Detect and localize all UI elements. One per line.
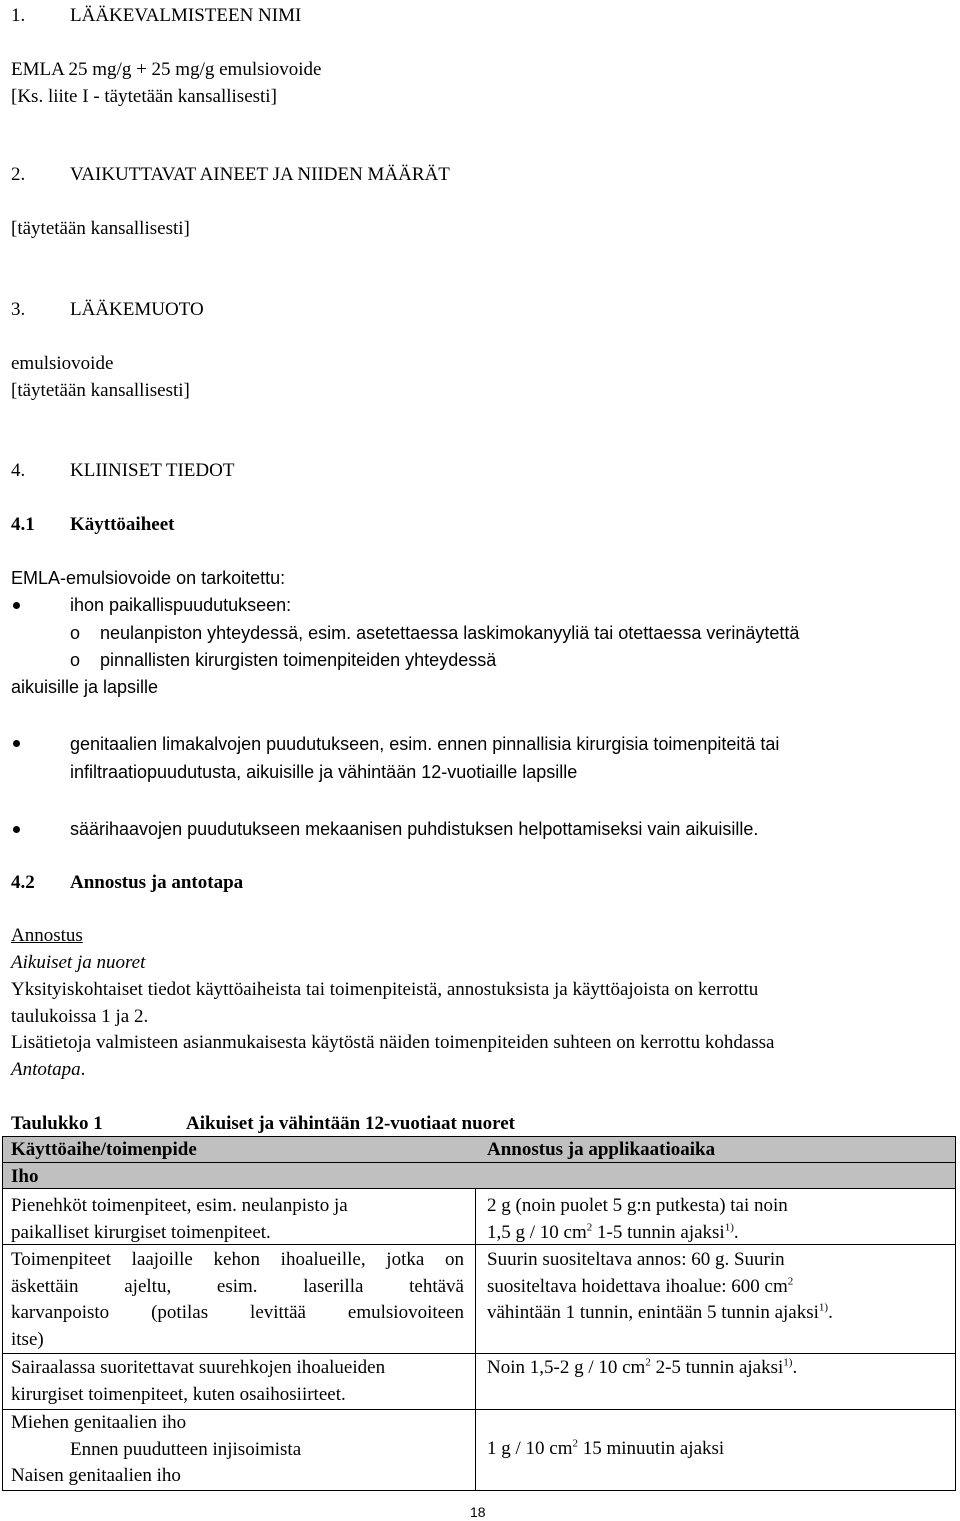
dose-text: 15 minuutin ajaksi xyxy=(578,1438,725,1459)
bullet-icon xyxy=(13,602,20,609)
indication-skin: ihon paikallispuudutukseen: xyxy=(70,595,292,615)
posology-para-1-line2: taulukoissa 1 ja 2. xyxy=(11,1006,149,1027)
indication-population: aikuisille ja lapsille xyxy=(11,677,159,697)
cell-line: karvanpoisto (potilas levittää emulsiovoiteen xyxy=(11,1302,464,1323)
cell-line: Ennen puudutteen injisoimista xyxy=(70,1438,302,1460)
section-title: KLIINISET TIEDOT xyxy=(70,460,235,481)
bullet-icon xyxy=(13,740,20,747)
section-number: 4.1 xyxy=(11,514,35,535)
footnote-ref: 1) xyxy=(818,1301,829,1314)
footnote-ref: 1) xyxy=(724,1221,734,1234)
row-divider xyxy=(2,1353,956,1354)
table-label: Taulukko 1 xyxy=(11,1113,103,1134)
cell-line: paikalliset kirurgiset toimenpiteet. xyxy=(11,1221,271,1243)
section-number: 2. xyxy=(11,164,26,185)
dose-text: 1 g / 10 cm xyxy=(487,1438,573,1459)
cell-line xyxy=(487,1300,833,1327)
circle-bullet-icon: o xyxy=(70,650,81,670)
superscript: 2 xyxy=(645,1356,651,1369)
posology-subheading: Annostus xyxy=(11,925,83,946)
bullet-icon xyxy=(13,826,20,833)
table-group-row xyxy=(2,1163,956,1189)
section-title: Annostus ja antotapa xyxy=(70,872,244,893)
superscript: 2 xyxy=(572,1437,578,1450)
posology-para-1-line1: Yksityiskohtaiset tiedot käyttöaiheista tai toimenpiteistä, annostuksista ja käyttöajoista on kerrottu xyxy=(11,979,759,1000)
cell-line xyxy=(487,1355,797,1382)
table-row-2-dosage xyxy=(487,1247,833,1327)
superscript: 2 xyxy=(586,1221,593,1234)
cell-line xyxy=(487,1220,788,1247)
dose-text: suositeltava hoidettava ihoalue: 600 cm xyxy=(487,1275,788,1297)
dosage-table xyxy=(0,1136,960,1492)
section-number: 3. xyxy=(11,299,26,320)
posology-para-2-line1: Lisätietoja valmisteen asianmukaisesta käytöstä näiden toimenpiteiden suhteen on kerrottu kohdassa xyxy=(11,1032,775,1053)
cell-line: Pienehköt toimenpiteet, esim. neulanpisto ja xyxy=(11,1195,348,1216)
period: . xyxy=(828,1302,833,1323)
circle-bullet-icon: o xyxy=(70,623,81,643)
posology-para-2-line2 xyxy=(11,1059,85,1081)
table-caption xyxy=(11,1113,516,1135)
cell-line: äskettäin ajeltu, esim. laserilla tehtävä xyxy=(11,1275,464,1297)
indication-genital-line1: genitaalien limakalvojen puudutukseen, esim. ennen pinnallisia kirurgisia toimenpiteitä tai xyxy=(70,734,780,754)
cell-line: itse) xyxy=(11,1328,44,1350)
cell-line: Toimenpiteet laajoille kehon ihoalueille, jotka on xyxy=(11,1249,464,1270)
section-number: 4. xyxy=(11,460,26,481)
table-header-indication: Käyttöaihe/toimenpide xyxy=(11,1139,197,1160)
indications-intro: EMLA-emulsiovoide on tarkoitettu: xyxy=(11,568,286,588)
cell-line: Naisen genitaalien iho xyxy=(11,1465,181,1486)
cell-line: kirurgiset toimenpiteet, kuten osaihosiirteet. xyxy=(11,1383,346,1405)
superscript: 2 xyxy=(787,1275,794,1288)
national-note: [täytetään kansallisesti] xyxy=(11,380,190,401)
cell-line xyxy=(487,1274,833,1301)
period: . xyxy=(733,1221,739,1243)
table-row-4-indication xyxy=(11,1410,301,1490)
table-row-3-indication xyxy=(11,1355,385,1408)
method-reference: Antotapa xyxy=(11,1059,81,1080)
table-row-4-dosage xyxy=(487,1436,724,1463)
cell-line: Sairaalassa suoritettavat suurehkojen ihoalueiden xyxy=(11,1357,386,1378)
dose-text: Noin 1,5-2 g / 10 cm xyxy=(487,1357,646,1378)
section-number: 1. xyxy=(11,5,26,26)
dose-text: 1-5 tunnin ajaksi xyxy=(592,1221,725,1243)
national-note: [täytetään kansallisesti] xyxy=(11,218,190,239)
product-name: EMLA 25 mg/g + 25 mg/g emulsiovoide xyxy=(11,59,322,80)
period: . xyxy=(80,1059,86,1080)
indication-surgery: pinnallisten kirurgisten toimenpiteiden yhteydessä xyxy=(100,650,497,670)
table-title: Aikuiset ja vähintään 12-vuotiaat nuoret xyxy=(186,1113,516,1134)
cell-line xyxy=(487,1436,724,1463)
footnote-ref: 1) xyxy=(783,1356,793,1369)
cell-line: 2 g (noin puolet 5 g:n putkesta) tai noin xyxy=(487,1195,788,1216)
section-title: LÄÄKEMUOTO xyxy=(70,299,204,320)
page-number: 18 xyxy=(470,1504,486,1520)
table-row-2-indication xyxy=(11,1247,464,1353)
section-title: Käyttöaiheet xyxy=(70,514,175,535)
pharmaceutical-form: emulsiovoide xyxy=(11,353,114,374)
table-row-3-dosage xyxy=(487,1355,797,1382)
indication-genital-line2: infiltraatiopuudutusta, aikuisille ja vähintään 12-vuotiaille lapsille xyxy=(70,762,578,782)
period: . xyxy=(792,1357,798,1378)
national-note: [Ks. liite I - täytetään kansallisesti] xyxy=(11,86,277,107)
cell-line: Miehen genitaalien iho xyxy=(11,1412,187,1433)
section-title: VAIKUTTAVAT AINEET JA NIIDEN MÄÄRÄT xyxy=(70,164,450,185)
population-subheading: Aikuiset ja nuoret xyxy=(11,952,146,973)
section-number: 4.2 xyxy=(11,872,35,893)
column-divider xyxy=(475,1189,476,1491)
table-row-1-indication xyxy=(11,1193,348,1246)
table-header-dosage: Annostus ja applikaatioaika xyxy=(487,1139,716,1160)
dose-text: vähintään 1 tunnin, enintään 5 tunnin ajaksi xyxy=(487,1302,819,1323)
dose-text: 1,5 g / 10 cm xyxy=(487,1221,587,1243)
section-title: LÄÄKEVALMISTEEN NIMI xyxy=(70,5,302,26)
table-group-skin: Iho xyxy=(11,1166,39,1187)
indication-leg-ulcer: säärihaavojen puudutukseen mekaanisen puhdistuksen helpottamiseksi vain aikuisille. xyxy=(70,819,759,839)
cell-line: Suurin suositeltava annos: 60 g. Suurin xyxy=(487,1249,785,1270)
table-row-1-dosage xyxy=(487,1193,788,1246)
dose-text: 2-5 tunnin ajaksi xyxy=(650,1357,784,1378)
indication-needle: neulanpiston yhteydessä, esim. asetettaessa laskimokanyyliä tai otettaessa verinäytettä xyxy=(100,623,800,643)
